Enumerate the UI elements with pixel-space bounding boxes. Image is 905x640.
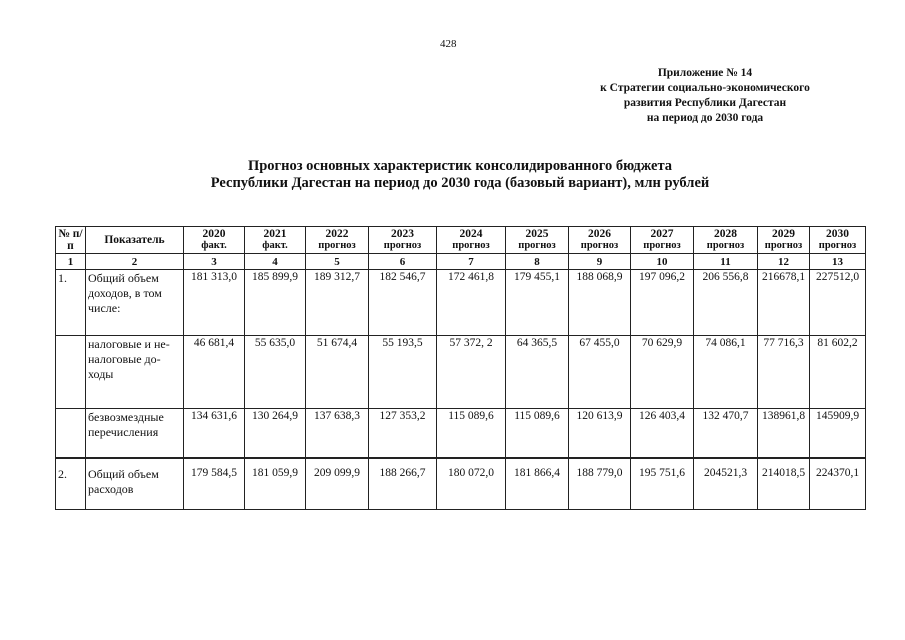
table-cell: 81 602,2 (810, 336, 866, 409)
table-cell: 130 264,9 (245, 409, 306, 459)
header-year: 2022 (306, 227, 369, 241)
table-cell: 137 638,3 (306, 409, 369, 459)
table-cell: 67 455,0 (569, 336, 631, 409)
table-cell: 115 089,6 (506, 409, 569, 459)
header-type: прогноз (437, 240, 506, 254)
column-number: 1 (56, 254, 86, 270)
table-cell: 70 629,9 (631, 336, 694, 409)
header-year: 2025 (506, 227, 569, 241)
column-number: 10 (631, 254, 694, 270)
appendix-line-4: на период до 2030 года (646, 112, 764, 124)
header-year: 2024 (437, 227, 506, 241)
table-cell: 188 266,7 (369, 458, 437, 510)
header-type: факт. (245, 240, 306, 254)
table-cell: 57 372, 2 (437, 336, 506, 409)
row-number (56, 409, 86, 459)
table-cell: 126 403,4 (631, 409, 694, 459)
table-cell: 55 635,0 (245, 336, 306, 409)
table-cell: 127 353,2 (369, 409, 437, 459)
header-np: № п/п (56, 227, 86, 254)
header-year: 2030 (810, 227, 866, 241)
appendix-line-1: Приложение № 14 (657, 67, 753, 79)
table-cell: 188 068,9 (569, 270, 631, 336)
row-number: 1. (56, 270, 86, 336)
table-row-tax-income (56, 336, 866, 409)
table-cell: 179 584,5 (184, 458, 245, 510)
header-type: прогноз (506, 240, 569, 254)
table-cell: 189 312,7 (306, 270, 369, 336)
table-cell: 185 899,9 (245, 270, 306, 336)
budget-table (55, 226, 866, 510)
column-number: 9 (569, 254, 631, 270)
table-cell: 209 099,9 (306, 458, 369, 510)
table-cell: 206 556,8 (694, 270, 758, 336)
header-type: прогноз (758, 240, 810, 254)
appendix-header (560, 66, 850, 126)
table-cell: 145909,9 (810, 409, 866, 459)
header-type: прогноз (810, 240, 866, 254)
table-cell: 227512,0 (810, 270, 866, 336)
table-cell: 214018,5 (758, 458, 810, 510)
table-cell: 181 059,9 (245, 458, 306, 510)
title-line-1: Прогноз основных характеристик консолидированного бюджета (247, 158, 673, 174)
table-row-transfers (56, 409, 866, 459)
row-indicator: безвозмездные перечисления (86, 409, 184, 459)
table-cell: 197 096,2 (631, 270, 694, 336)
column-number: 4 (245, 254, 306, 270)
table-cell: 46 681,4 (184, 336, 245, 409)
column-number: 8 (506, 254, 569, 270)
header-type: прогноз (569, 240, 631, 254)
header-year: 2026 (569, 227, 631, 241)
header-type: прогноз (631, 240, 694, 254)
table-cell: 182 546,7 (369, 270, 437, 336)
table-cell: 181 313,0 (184, 270, 245, 336)
row-number: 2. (56, 458, 86, 510)
header-type: прогноз (369, 240, 437, 254)
table-cell: 55 193,5 (369, 336, 437, 409)
page-number: 428 (440, 38, 457, 50)
column-number: 7 (437, 254, 506, 270)
appendix-line-3: развития Республики Дагестан (623, 97, 787, 109)
header-type: прогноз (306, 240, 369, 254)
table-cell: 120 613,9 (569, 409, 631, 459)
column-number: 5 (306, 254, 369, 270)
column-number: 11 (694, 254, 758, 270)
header-year: 2021 (245, 227, 306, 241)
header-year: 2029 (758, 227, 810, 241)
header-year: 2023 (369, 227, 437, 241)
header-type: факт. (184, 240, 245, 254)
table-cell: 132 470,7 (694, 409, 758, 459)
table-cell: 134 631,6 (184, 409, 245, 459)
table-row-total-income (56, 270, 866, 336)
table-cell: 188 779,0 (569, 458, 631, 510)
table-cell: 195 751,6 (631, 458, 694, 510)
table-cell: 216678,1 (758, 270, 810, 336)
table-cell: 51 674,4 (306, 336, 369, 409)
table-row-total-expenses (56, 458, 866, 510)
table-cell: 180 072,0 (437, 458, 506, 510)
row-indicator: налоговые и не-налоговые до-ходы (86, 336, 184, 409)
table-cell: 204521,3 (694, 458, 758, 510)
header-indicator: Показатель (86, 227, 184, 254)
document-title (110, 158, 810, 192)
title-line-2: Республики Дагестан на период до 2030 года (базовый вариант), млн рублей (210, 175, 710, 191)
appendix-line-2: к Стратегии социально-экономического (600, 82, 810, 94)
row-indicator: Общий объем расходов (86, 458, 184, 510)
header-type: прогноз (694, 240, 758, 254)
table-cell: 138961,8 (758, 409, 810, 459)
column-number: 2 (86, 254, 184, 270)
table-cell: 172 461,8 (437, 270, 506, 336)
table-cell: 64 365,5 (506, 336, 569, 409)
table-cell: 77 716,3 (758, 336, 810, 409)
column-number: 13 (810, 254, 866, 270)
header-year: 2020 (184, 227, 245, 241)
table-cell: 224370,1 (810, 458, 866, 510)
table-cell: 179 455,1 (506, 270, 569, 336)
row-indicator: Общий объем доходов, в том числе: (86, 270, 184, 336)
column-number: 6 (369, 254, 437, 270)
header-year: 2028 (694, 227, 758, 241)
header-row-years (56, 227, 866, 241)
table-cell: 74 086,1 (694, 336, 758, 409)
header-year: 2027 (631, 227, 694, 241)
row-number (56, 336, 86, 409)
column-number-row (56, 254, 866, 270)
table-cell: 181 866,4 (506, 458, 569, 510)
column-number: 12 (758, 254, 810, 270)
table-cell: 115 089,6 (437, 409, 506, 459)
column-number: 3 (184, 254, 245, 270)
